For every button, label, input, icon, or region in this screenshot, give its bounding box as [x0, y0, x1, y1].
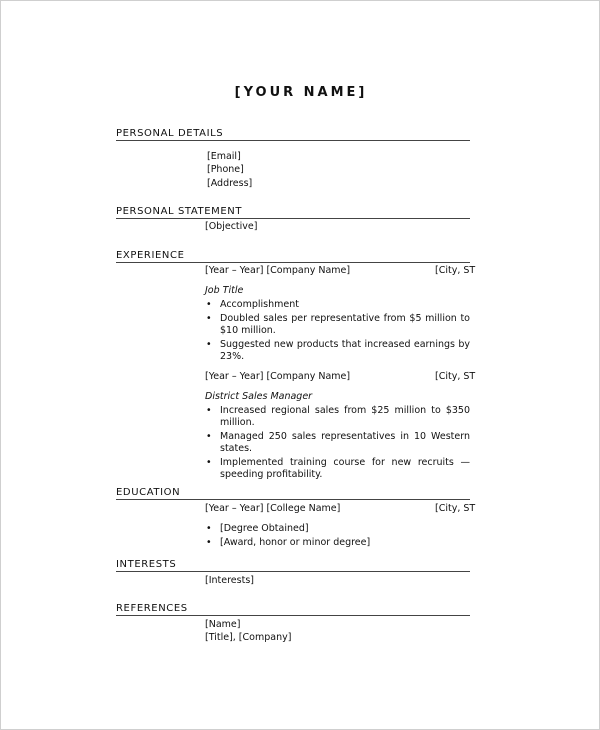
interests-placeholder: [Interests] — [205, 575, 254, 586]
list-item: • [Award, honor or minor degree] — [205, 537, 470, 549]
resume-name: [YOUR NAME] — [234, 85, 368, 100]
interests-heading: INTERESTS — [116, 559, 470, 572]
list-item: • Doubled sales per representative from $5 million to $10 million. — [205, 313, 470, 337]
experience-heading: EXPERIENCE — [116, 250, 470, 263]
job-1-dates-company: [Year – Year] [Company Name] — [205, 265, 351, 276]
education-dates-college: [Year – Year] [College Name] — [205, 503, 341, 514]
education-location: [City, ST — [435, 503, 476, 514]
job-1-bullets — [205, 299, 470, 365]
job-1-location: [City, ST — [435, 265, 476, 276]
objective-placeholder: [Objective] — [205, 221, 258, 232]
address-placeholder: [Address] — [207, 178, 253, 189]
education-heading: EDUCATION — [116, 487, 470, 500]
personal-statement-heading: PERSONAL STATEMENT — [116, 206, 470, 219]
reference-name: [Name] — [205, 619, 241, 630]
job-1-title: Job Title — [205, 285, 244, 296]
list-item: • Implemented training course for new recruits — speeding profitability. — [205, 457, 470, 481]
job-2-dates-company: [Year – Year] [Company Name] — [205, 371, 351, 382]
list-item: • [Degree Obtained] — [205, 523, 470, 535]
job-2-title: District Sales Manager — [205, 391, 313, 402]
phone-placeholder: [Phone] — [207, 164, 244, 175]
job-2-location: [City, ST — [435, 371, 476, 382]
list-item: • Suggested new products that increased earnings by 23%. — [205, 339, 470, 363]
job-2-bullets — [205, 405, 470, 483]
email-placeholder: [Email] — [207, 151, 241, 162]
personal-details-heading: PERSONAL DETAILS — [116, 128, 470, 141]
list-item: • Increased regional sales from $25 million to $350 million. — [205, 405, 470, 429]
list-item: • Accomplishment — [205, 299, 470, 311]
reference-title-company: [Title], [Company] — [205, 632, 292, 643]
education-bullets — [205, 523, 470, 551]
list-item: • Managed 250 sales representatives in 10 Western states. — [205, 431, 470, 455]
references-heading: REFERENCES — [116, 603, 470, 616]
